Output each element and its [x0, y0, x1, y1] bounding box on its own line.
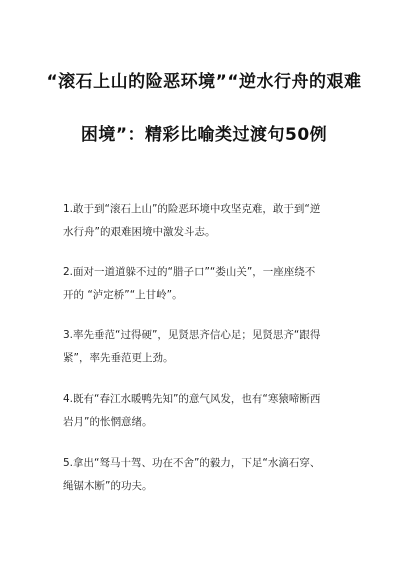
list-item: [63, 198, 353, 244]
list-item-line: 开的 “泸定桥”“上甘岭”。: [63, 289, 183, 301]
document-title-line-1: “滚石上山的险恶环境”“逆水行舟的艰难: [46, 72, 362, 92]
document-title-line-2: 困境”：精彩比喻类过渡句50例: [80, 125, 328, 145]
list-item: [63, 388, 353, 434]
list-item-line: 1.敢于到“滚石上山”的险恶环境中攻坚克难，敢于到“逆: [63, 203, 321, 215]
list-item-line: 绳锯木断”的功夫。: [63, 480, 153, 492]
list-item: [63, 324, 353, 370]
list-item-line: 4.既有“春江水暖鸭先知”的意气风发，也有“寒猿啼断西: [63, 393, 321, 405]
list-item: [63, 452, 353, 498]
list-item-line: 3.率先垂范“过得硬”，见贤思齐信心足；见贤思齐“跟得: [63, 329, 321, 341]
list-item-line: 水行舟”的艰难困境中激发斗志。: [63, 226, 216, 238]
list-item-line: 2.面对一道道躲不过的“腊子口”“娄山关”，一座座绕不: [63, 266, 316, 278]
list-item-line: 5.拿出“驽马十驾、功在不舍”的毅力，下足“水滴石穿、: [63, 457, 321, 469]
list-item-line: 岩月”的怅惘意绪。: [63, 416, 153, 428]
list-item-line: 紧”，率先垂范更上劲。: [63, 352, 174, 364]
list-item: [63, 261, 353, 307]
